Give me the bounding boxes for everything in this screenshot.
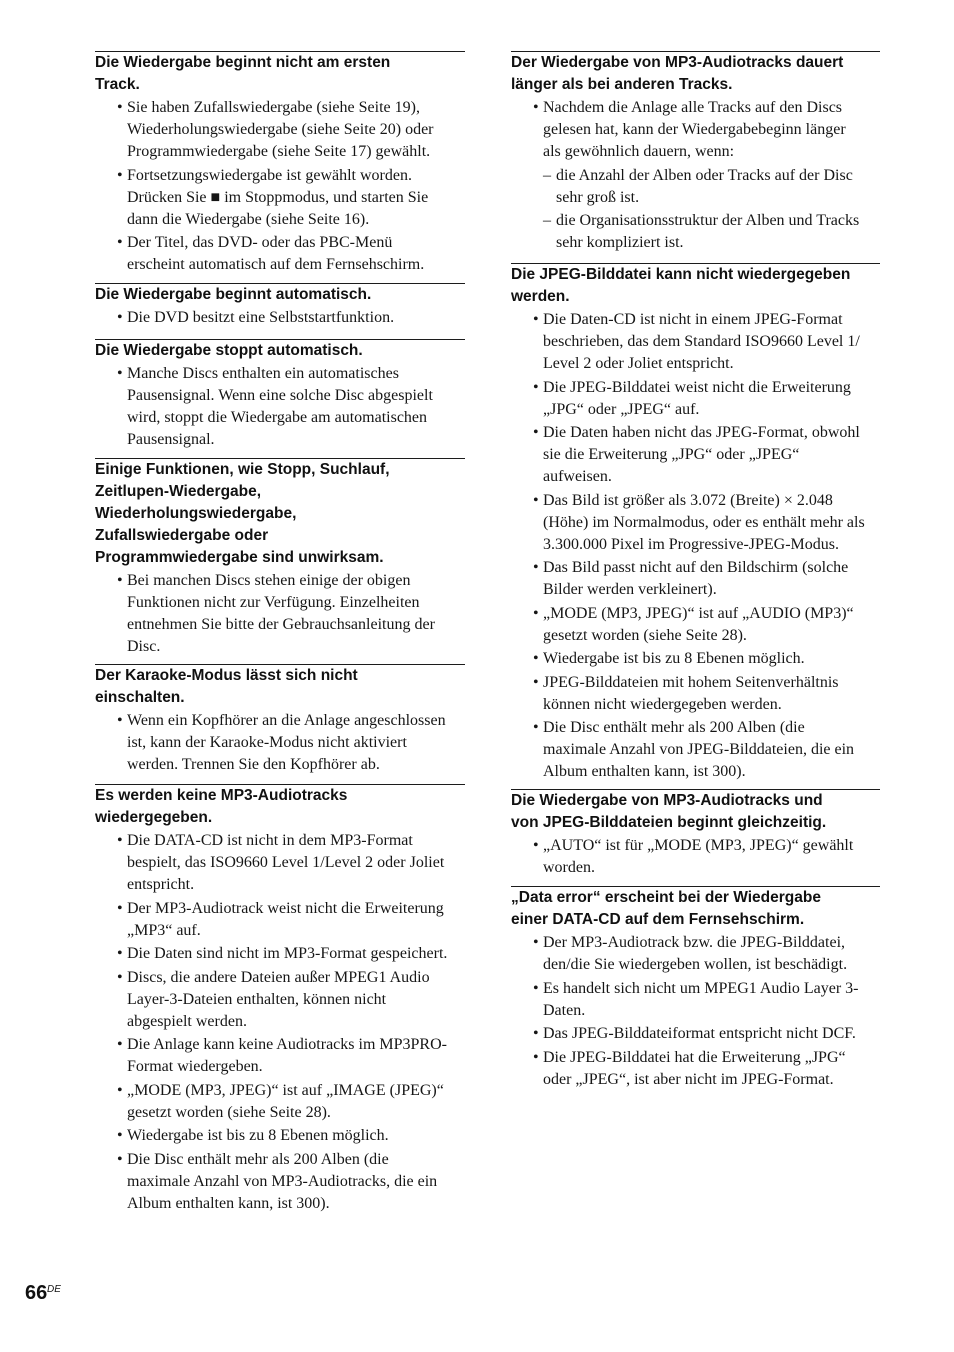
body-line: „MODE (MP3, JPEG)“ ist auf „IMAGE (JPEG)“ xyxy=(127,1081,444,1099)
body-line: Es handelt sich nicht um MPEG1 Audio Layer 3- xyxy=(543,979,859,997)
body-line: aufweisen. xyxy=(543,468,612,485)
body-line: wird, stoppt die Wiedergabe am automatischen xyxy=(127,409,428,426)
body-line: Pausensignal. xyxy=(127,431,215,448)
body-line: Programmwiedergabe (siehe Seite 17) gewählt. xyxy=(127,143,431,160)
bullet-marker: • xyxy=(533,934,539,951)
bullet-marker: • xyxy=(533,311,539,328)
bullet-marker: • xyxy=(533,559,539,576)
body-line: Layer-3-Dateien enthalten, können nicht xyxy=(127,990,387,1008)
bullet-list xyxy=(95,307,465,329)
bullet-marker: • xyxy=(533,979,539,997)
body-line: maximale Anzahl von MP3-Audiotracks, die ein xyxy=(127,1172,438,1190)
body-line: Die JPEG-Bilddatei hat die Erweiterung „JPG“ xyxy=(543,1048,846,1066)
section-heading xyxy=(511,264,880,308)
body-line: „MODE (MP3, JPEG)“ ist auf „AUDIO (MP3)“ xyxy=(543,604,854,622)
body-line: dann die Wiedergabe (siehe Seite 16). xyxy=(127,210,370,228)
bullet-item xyxy=(511,1047,880,1091)
body-line: Funktionen nicht zur Verfügung. Einzelheiten xyxy=(127,594,420,611)
bullet-marker: • xyxy=(533,1025,539,1042)
body-line: Daten. xyxy=(543,1001,586,1019)
body-line: Die Daten sind nicht im MP3-Format gespeichert. xyxy=(127,945,448,962)
body-line: „MP3“ auf. xyxy=(127,921,201,939)
body-line: Die DATA-CD ist nicht in dem MP3-Format xyxy=(127,832,413,849)
heading-line: „Data error“ erscheint bei der Wiedergabe xyxy=(511,889,821,906)
bullet-list xyxy=(95,710,465,776)
body-line: maximale Anzahl von JPEG-Bilddateien, die ein xyxy=(543,741,855,758)
heading-line: Der Karaoke-Modus lässt sich nicht xyxy=(95,667,358,684)
bullet-item xyxy=(95,898,465,942)
bullet-marker: • xyxy=(117,1127,123,1144)
bullet-item xyxy=(95,1080,465,1124)
bullet-item xyxy=(511,717,880,783)
heading-line: Die Wiedergabe beginnt nicht am ersten xyxy=(95,54,391,71)
bullet-list xyxy=(511,932,880,1091)
troubleshooting-section xyxy=(511,886,880,1092)
body-line: gesetzt worden (siehe Seite 28). xyxy=(543,626,747,644)
body-line: entspricht. xyxy=(127,876,195,893)
heading-line: einschalten. xyxy=(95,689,185,706)
bullet-marker: • xyxy=(533,99,539,116)
body-line: Album enthalten kann, ist 300). xyxy=(127,1194,330,1212)
bullet-list xyxy=(95,97,465,276)
bullet-marker: • xyxy=(117,1081,123,1099)
bullet-list xyxy=(95,570,465,658)
heading-line: werden. xyxy=(511,288,570,305)
bullet-item xyxy=(511,309,880,375)
bullet-marker: • xyxy=(117,166,123,184)
bullet-item xyxy=(511,557,880,601)
heading-line: Zufallswiedergabe oder xyxy=(95,527,269,544)
bullet-item xyxy=(95,307,465,329)
body-line: gesetzt worden (siehe Seite 28). xyxy=(127,1103,331,1121)
body-line: sie die Erweiterung „JPG“ oder „JPEG“ xyxy=(543,446,800,463)
troubleshooting-section xyxy=(95,664,465,778)
body-line: Format wiedergeben. xyxy=(127,1058,263,1075)
body-line: JPEG-Bilddateien mit hohem Seitenverhältnis xyxy=(543,673,839,691)
bullet-item xyxy=(95,1125,465,1147)
heading-line: Der Wiedergabe von MP3-Audiotracks dauert xyxy=(511,54,844,71)
body-line: die Anzahl der Alben oder Tracks auf der Disc xyxy=(556,166,853,184)
bullet-item xyxy=(95,830,465,896)
heading-line: Track. xyxy=(95,76,140,93)
heading-line: Die Wiedergabe von MP3-Audiotracks und xyxy=(511,792,823,809)
troubleshooting-section xyxy=(511,789,880,881)
body-line: Der MP3-Audiotrack bzw. die JPEG-Bilddatei, xyxy=(543,934,846,951)
bullet-marker: • xyxy=(117,234,123,251)
bullet-item xyxy=(95,165,465,231)
section-heading xyxy=(95,52,465,96)
body-line: erscheint automatisch auf dem Fernsehschirm. xyxy=(127,256,425,273)
bullet-item xyxy=(95,710,465,776)
bullet-marker: • xyxy=(117,712,123,729)
heading-line: Programmwiedergabe sind unwirksam. xyxy=(95,549,384,566)
bullet-marker: • xyxy=(117,1150,123,1168)
body-line: Wiedergabe ist bis zu 8 Ebenen möglich. xyxy=(543,650,805,667)
body-line: als gewöhnlich dauern, wenn: xyxy=(543,143,735,160)
body-line: „AUTO“ ist für „MODE (MP3, JPEG)“ gewählt xyxy=(543,837,854,854)
body-line: den/die Sie wiedergeben wollen, ist beschädigt. xyxy=(543,956,848,973)
sub-item xyxy=(543,165,880,209)
body-line: Drücken Sie ■ im Stoppmodus, und starten Sie xyxy=(127,188,429,206)
section-heading xyxy=(95,459,465,569)
section-heading xyxy=(511,790,880,834)
sub-item xyxy=(543,210,880,254)
bullet-marker: • xyxy=(117,945,123,962)
bullet-marker: • xyxy=(117,968,123,986)
bullet-item xyxy=(511,422,880,488)
heading-line: Die Wiedergabe beginnt automatisch. xyxy=(95,286,372,303)
heading-line: Es werden keine MP3-Audiotracks xyxy=(95,787,348,804)
bullet-item xyxy=(95,232,465,276)
body-line: entnehmen Sie bitte der Gebrauchsanleitung der xyxy=(127,616,435,633)
heading-line: Zeitlupen-Wiedergabe, xyxy=(95,483,262,500)
bullet-item xyxy=(95,570,465,658)
bullet-item xyxy=(95,943,465,965)
bullet-marker: • xyxy=(533,604,539,622)
body-line: Die Disc enthält mehr als 200 Alben (die xyxy=(543,719,805,736)
body-line: Die Daten-CD ist nicht in einem JPEG-Format xyxy=(543,311,843,328)
body-line: Sie haben Zufallswiedergabe (siehe Seite 19), xyxy=(127,99,420,116)
body-line: Wiedergabe ist bis zu 8 Ebenen möglich. xyxy=(127,1127,389,1144)
body-line: Discs, die andere Dateien außer MPEG1 Audio xyxy=(127,968,430,986)
section-heading xyxy=(95,340,465,362)
body-line: Der Titel, das DVD- oder das PBC-Menü xyxy=(127,234,393,251)
bullet-marker: • xyxy=(117,1036,123,1053)
bullet-marker: • xyxy=(533,378,539,396)
bullet-item xyxy=(511,932,880,976)
bullet-list xyxy=(95,363,465,451)
body-line: Bilder werden verkleinert). xyxy=(543,581,717,598)
bullet-list xyxy=(511,309,880,783)
body-line: Die Anlage kann keine Audiotracks im MP3PRO- xyxy=(127,1036,447,1053)
troubleshooting-section xyxy=(511,263,880,785)
body-line: Disc. xyxy=(127,638,161,655)
section-heading xyxy=(95,284,465,306)
heading-line: Wiederholungswiedergabe, xyxy=(95,505,297,522)
troubleshooting-section xyxy=(95,784,465,1216)
body-line: Das Bild ist größer als 3.072 (Breite) × 2.048 xyxy=(543,491,833,509)
body-line: beschrieben, das dem Standard ISO9660 Level 1/ xyxy=(543,333,860,350)
bullet-marker: • xyxy=(117,832,123,849)
bullet-item xyxy=(511,672,880,716)
troubleshooting-section xyxy=(95,51,465,278)
body-line: 3.300.000 Pixel im Progressive-JPEG-Modus. xyxy=(543,535,839,553)
bullet-item xyxy=(95,1149,465,1215)
body-line: ist, kann der Karaoke-Modus nicht aktiviert xyxy=(127,734,407,751)
bullet-item xyxy=(95,1034,465,1078)
bullet-marker: • xyxy=(117,899,123,917)
bullet-marker: • xyxy=(533,1048,539,1066)
body-line: bespielt, das ISO9660 Level 1/Level 2 oder Joliet xyxy=(127,854,445,871)
bullet-item xyxy=(95,967,465,1033)
body-line: „JPG“ oder „JPEG“ auf. xyxy=(543,400,700,418)
body-line: Fortsetzungswiedergabe ist gewählt worden. xyxy=(127,166,412,184)
troubleshooting-section xyxy=(95,283,465,331)
section-heading xyxy=(95,785,465,829)
dash-marker: – xyxy=(543,212,551,229)
bullet-list xyxy=(511,835,880,879)
section-heading xyxy=(511,887,880,931)
heading-line: Die Wiedergabe stoppt automatisch. xyxy=(95,342,363,359)
body-line: worden. xyxy=(543,859,595,876)
bullet-item xyxy=(95,97,465,163)
body-line: Das Bild passt nicht auf den Bildschirm (solche xyxy=(543,559,849,576)
heading-line: Einige Funktionen, wie Stopp, Suchlauf, xyxy=(95,461,390,478)
heading-line: länger als bei anderen Tracks. xyxy=(511,76,733,93)
body-line: Das JPEG-Bilddateiformat entspricht nicht DCF. xyxy=(543,1025,856,1042)
section-heading xyxy=(511,52,880,96)
bullet-list xyxy=(511,97,880,254)
body-line: oder „JPEG“, ist aber nicht im JPEG-Format. xyxy=(543,1070,834,1088)
body-line: sehr kompliziert ist. xyxy=(556,234,684,251)
bullet-item xyxy=(511,97,880,254)
body-line: die Organisationsstruktur der Alben und Tracks xyxy=(556,212,860,229)
heading-line: einer DATA-CD auf dem Fernsehschirm. xyxy=(511,911,805,928)
dash-marker: – xyxy=(543,166,551,184)
page-language-suffix: DE xyxy=(47,1284,61,1295)
body-line: Die Daten haben nicht das JPEG-Format, obwohl xyxy=(543,424,860,441)
body-line: abgespielt werden. xyxy=(127,1012,247,1030)
page-number: 66 xyxy=(25,1282,48,1304)
heading-line: von JPEG-Bilddateien beginnt gleichzeitig. xyxy=(511,814,827,831)
bullet-item xyxy=(511,648,880,670)
body-line: Der MP3-Audiotrack weist nicht die Erweiterung xyxy=(127,899,444,917)
bullet-marker: • xyxy=(533,424,539,441)
bullet-marker: • xyxy=(533,719,539,736)
body-line: werden. Trennen Sie den Kopfhörer ab. xyxy=(127,756,380,773)
troubleshooting-section xyxy=(95,458,465,660)
bullet-item xyxy=(511,377,880,421)
bullet-item xyxy=(511,835,880,879)
body-line: Die Disc enthält mehr als 200 Alben (die xyxy=(127,1150,389,1168)
bullet-list xyxy=(95,830,465,1215)
body-line: Die JPEG-Bilddatei weist nicht die Erweiterung xyxy=(543,378,851,396)
body-line: (Höhe) im Normalmodus, oder es enthält mehr als xyxy=(543,513,865,531)
heading-line: Die JPEG-Bilddatei kann nicht wiedergegeben xyxy=(511,266,851,283)
body-line: Manche Discs enthalten ein automatisches xyxy=(127,365,399,382)
bullet-item xyxy=(511,490,880,556)
bullet-item xyxy=(511,1023,880,1045)
body-line: Wenn ein Kopfhörer an die Anlage angeschlossen xyxy=(127,712,446,729)
body-line: können nicht wiedergegeben werden. xyxy=(543,695,782,713)
section-heading xyxy=(95,665,465,709)
heading-line: wiedergegeben. xyxy=(95,809,213,826)
bullet-marker: • xyxy=(117,365,123,382)
bullet-item xyxy=(511,603,880,647)
body-line: Wiederholungswiedergabe (siehe Seite 20) oder xyxy=(127,121,434,138)
body-line: sehr groß ist. xyxy=(556,188,640,206)
body-line: Album enthalten kann, ist 300). xyxy=(543,763,746,780)
body-line: Bei manchen Discs stehen einige der obigen xyxy=(127,572,411,589)
body-line: Pausensignal. Wenn eine solche Disc abgespielt xyxy=(127,387,433,404)
bullet-marker: • xyxy=(533,837,539,854)
bullet-marker: • xyxy=(533,650,539,667)
body-line: Die DVD besitzt eine Selbststartfunktion. xyxy=(127,309,395,326)
bullet-item xyxy=(95,363,465,451)
body-line: gelesen hat, kann der Wiedergabebeginn länger xyxy=(543,121,846,138)
bullet-item xyxy=(511,978,880,1022)
bullet-marker: • xyxy=(117,309,123,326)
bullet-marker: • xyxy=(533,673,539,691)
body-line: Level 2 oder Joliet entspricht. xyxy=(543,355,734,372)
bullet-marker: • xyxy=(117,99,123,116)
bullet-marker: • xyxy=(533,491,539,509)
body-line: Nachdem die Anlage alle Tracks auf den Discs xyxy=(543,99,843,116)
bullet-marker: • xyxy=(117,572,123,589)
troubleshooting-section xyxy=(511,51,880,256)
troubleshooting-section xyxy=(95,339,465,453)
